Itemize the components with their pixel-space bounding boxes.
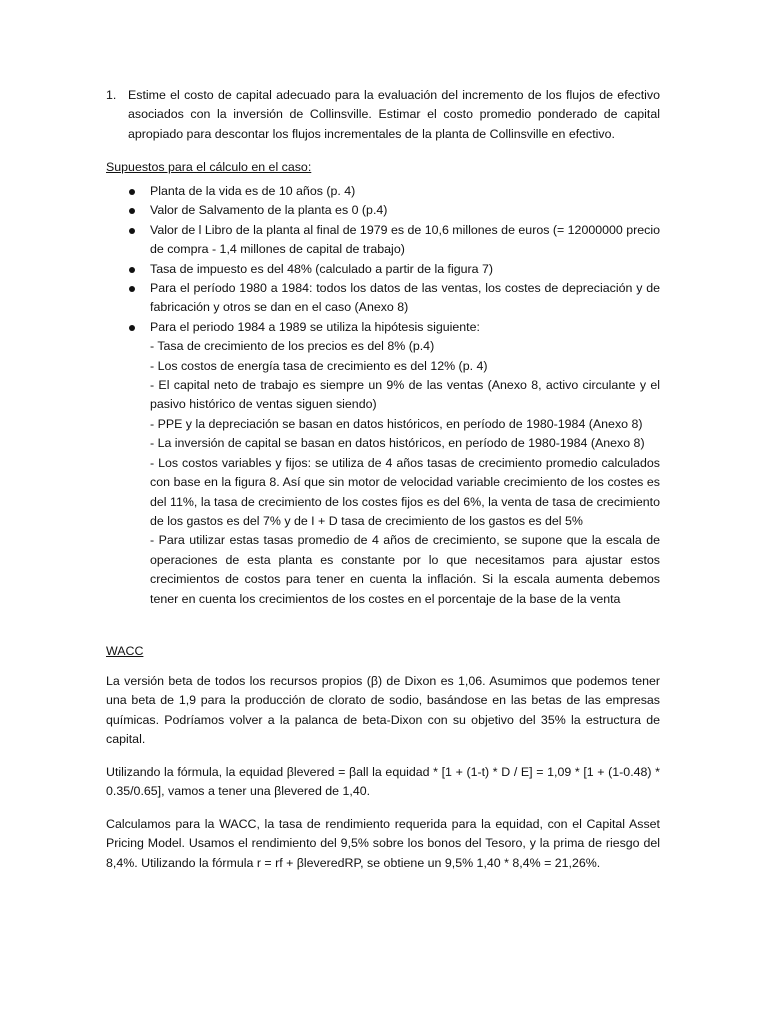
assumption-item: Para el período 1980 a 1984: todos los datos de las ventas, los costes de depreciación y de fabricación y otros se dan en el caso (Anexo 8) [128, 279, 660, 318]
assumption-item: Valor de Salvamento de la planta es 0 (p.4) [128, 201, 660, 220]
question-1 [106, 86, 660, 144]
bullet-icon [129, 208, 135, 214]
bullet-icon [129, 325, 135, 331]
wacc-heading: WACC [106, 644, 144, 658]
sub-assumption: - Tasa de crecimiento de los precios es del 8% (p.4) [150, 339, 435, 354]
assumption-item: Para el periodo 1984 a 1989 se utiliza la hipótesis siguiente: - Tasa de crecimiento de los precios es del 8% (p.4) - Los costos de energía tasa de crecimiento es del 12% (p. 4) - El capital neto de trabajo es siempre un 9% de las ventas (Anexo 8, activo circulante y el pasivo histórico de ventas siguen siendo) - PPE y la depreciación se basan en datos históricos, en período de 1980-1984 (Anexo 8) - La inversión de capital se basan en datos históricos, en período de 1980-1984 (Anexo 8) - Los costos variables y fijos: se utiliza de 4 años tasas de crecimiento promedio calculados con base en la figura 8. Así que sin motor de velocidad variable crecimiento de los costes es del 11%, la tasa de crecimiento de los costes fijos es del 6%, la venta de tasa de crecimiento de los gastos es del 7% y de I + D tasa de crecimiento de los gastos es del 5% - Para utilizar estas tasas promedio de 4 años de crecimiento, se supone que la escala de operaciones de esta planta es constante por lo que necesitamos para ajustar estos crecimientos de costos para tener en cuenta la inflación. Si la escala aumenta debemos tener en cuenta los crecimientos de los costes en el porcentaje de la base de la venta [128, 318, 660, 609]
assumption-item: Planta de la vida es de 10 años (p. 4) [128, 182, 660, 201]
bullet-icon [129, 286, 135, 292]
bullet-icon [129, 189, 135, 195]
assumption-item: Valor de l Libro de la planta al final de 1979 es de 10,6 millones de euros (= 12000000 precio de compra - 1,4 millones de capital de trabajo) [128, 221, 660, 260]
sub-assumption: - PPE y la depreciación se basan en datos históricos, en período de 1980-1984 (Anexo 8) [150, 416, 643, 431]
sub-assumption: - Para utilizar estas tasas promedio de 4 años de crecimiento, se supone que la escala de operaciones de esta planta es constante por lo que necesitamos para ajustar estos crecimientos de costos para tener en cuenta la inflación. Si la escala aumenta debemos tener en cuenta los crecimientos de los costes en el porcentaje de la base de la venta [150, 533, 660, 606]
question-number: 1. [106, 88, 117, 102]
wacc-paragraph: Utilizando la fórmula, la equidad βlevered = βall la equidad * [1 + (1-t) * D / E] = 1,09 * [1 + (1-0.48) * 0.35/0.65], vamos a tener una βlevered de 1,40. [106, 765, 660, 799]
bullet-icon [129, 267, 135, 273]
question-text: Estime el costo de capital adecuado para la evaluación del incremento de los flujos de efectivo asociados con la inversión de Collinsville. Estimar el costo promedio ponderado de capital apropiado para descontar los flujos incrementales de la planta de Collinsville en efectivo. [128, 88, 660, 141]
sub-assumption: - La inversión de capital se basan en datos históricos, en período de 1980-1984 (Anexo 8) [150, 436, 645, 451]
sub-assumption: - Los costos variables y fijos: se utiliza de 4 años tasas de crecimiento promedio calculados con base en la figura 8. Así que sin motor de velocidad variable crecimiento de los costes es del 11%, la tasa de crecimiento de los costes fijos es del 6%, la venta de tasa de crecimiento de los gastos es del 7% y de I + D tasa de crecimiento de los gastos es del 5% [150, 455, 660, 528]
sub-assumption: - Los costos de energía tasa de crecimiento es del 12% (p. 4) [150, 358, 488, 373]
sub-assumption: - El capital neto de trabajo es siempre un 9% de las ventas (Anexo 8, activo circulante y el pasivo histórico de ventas siguen siendo) [150, 378, 660, 412]
wacc-paragraph: Calculamos para la WACC, la tasa de rendimiento requerida para la equidad, con el Capital Asset Pricing Model. Usamos el rendimiento del 9,5% sobre los bonos del Tesoro, y la prima de riesgo del 8,4%. Utilizando la fórmula r = rf + βleveredRP, se obtiene un 9,5% 1,40 * 8,4% = 21,26%. [106, 817, 660, 870]
assumptions-heading: Supuestos para el cálculo en el caso: [106, 160, 312, 174]
assumption-item: Tasa de impuesto es del 48% (calculado a partir de la figura 7) [128, 260, 660, 279]
bullet-icon [129, 228, 135, 234]
assumptions-list [128, 182, 660, 609]
wacc-paragraph: La versión beta de todos los recursos propios (β) de Dixon es 1,06. Asumimos que podemos tener una beta de 1,9 para la producción de clorato de sodio, basándose en las betas de las empresas químicas. Podríamos volver a la palanca de beta-Dixon con su objetivo del 35% la estructura de capital. [106, 674, 660, 747]
